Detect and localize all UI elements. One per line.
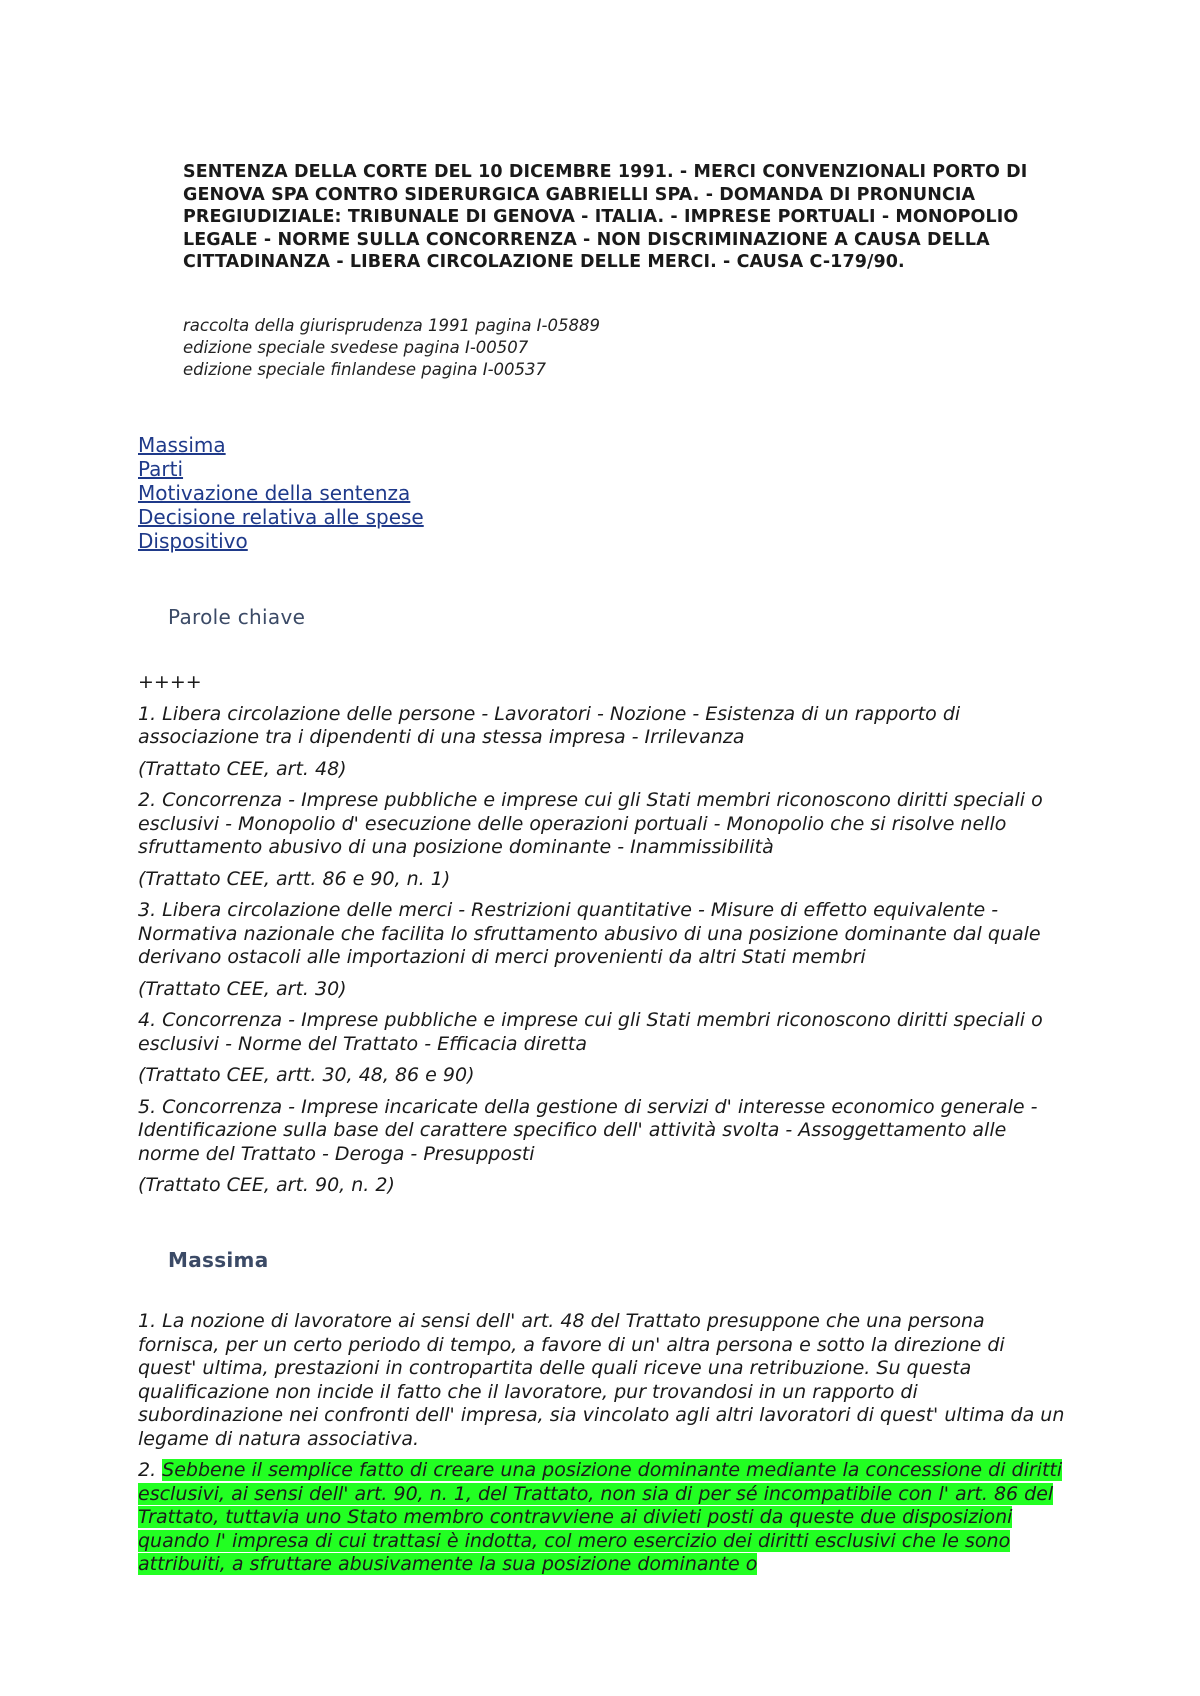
keyword-item: 1. Libera circolazione delle persone - Lavoratori - Nozione - Esistenza di un rapporto di associazione tra i dipendenti di una stessa impresa - Irrilevanza <box>138 702 961 748</box>
massima-body <box>138 1310 1068 1585</box>
keywords-list <box>138 671 1068 1206</box>
keyword-item: 4. Concorrenza - Imprese pubbliche e imprese cui gli Stati membri riconoscono diritti speciali o esclusivi - Norme del Trattato - Efficacia diretta <box>138 1009 1043 1055</box>
massima-paragraph-1: 1. La nozione di lavoratore ai sensi dell' art. 48 del Trattato presuppone che una persona fornisca, per un certo periodo di tempo, a favore di un' altra persona e sotto la direzione di quest' ultima, prestazioni in contropartita delle quali riceve una retribuzione. Su questa qualificazione non incide il fatto che il lavoratore, pur trovandosi in un rapporto di subordinazione nei confronti dell' impresa, sia vincolato agli altri lavoratori di quest' ultima da un legame di natura associativa. <box>138 1310 1065 1450</box>
massima-paragraph-2 <box>138 1459 1068 1577</box>
keywords-heading: Parole chiave <box>168 605 306 629</box>
toc-link-motivazione[interactable]: Motivazione della sentenza <box>138 481 411 505</box>
toc-link-decisione-spese[interactable]: Decisione relativa alle spese <box>138 505 424 529</box>
keyword-item: 5. Concorrenza - Imprese incaricate della gestione di servizi d' interesse economico generale - Identificazione sulla base del carattere specifico dell' attività svolta - Assoggettamento alle norme del Trattato - Deroga - Presupposti <box>138 1095 1038 1165</box>
toc-link-parti[interactable]: Parti <box>138 457 184 481</box>
reference-line: raccolta della giurisprudenza 1991 pagina I-05889 <box>183 316 600 335</box>
table-of-contents <box>138 433 424 553</box>
toc-link-massima[interactable]: Massima <box>138 433 226 457</box>
publication-references <box>183 315 983 381</box>
judgment-title: SENTENZA DELLA CORTE DEL 10 DICEMBRE 1991. - MERCI CONVENZIONALI PORTO DI GENOVA SPA CONTRO SIDERURGICA GABRIELLI SPA. - DOMANDA DI PRONUNCIA PREGIUDIZIALE: TRIBUNALE DI GENOVA - ITALIA. - IMPRESE PORTUALI - MONOPOLIO LEGALE - NORME SULLA CONCORRENZA - NON DISCRIMINAZIONE A CAUSA DELLA CITTADINANZA - LIBERA CIRCOLAZIONE DELLE MERCI. - CAUSA C-179/90. <box>183 162 1028 272</box>
highlighted-text: Sebbene il semplice fatto di creare una posizione dominante mediante la concessione di diritti esclusivi, ai sensi dell' art. 90, n. 1, del Trattato, non sia di per sé incompatibile con l' art. 86 del Trattato, tuttavia uno Stato membro contravviene ai divieti posti da queste due disposizioni quando l' impresa di cui trattasi è indotta, col mero esercizio dei diritti esclusivi che le sono attribuiti, a sfruttare abusivamente la sua posizione dominante o <box>138 1459 1063 1575</box>
keyword-reference: (Trattato CEE, art. 30) <box>138 977 347 1000</box>
keyword-item: 2. Concorrenza - Imprese pubbliche e imprese cui gli Stati membri riconoscono diritti speciali o esclusivi - Monopolio d' esecuzione delle operazioni portuali - Monopolio che si risolve nello sfruttamento abusivo di una posizione dominante - Inammissibilità <box>138 789 1043 858</box>
massima-heading: Massima <box>168 1248 269 1272</box>
keyword-reference: (Trattato CEE, art. 48) <box>138 757 347 780</box>
toc-link-dispositivo[interactable]: Dispositivo <box>138 529 248 553</box>
reference-line: edizione speciale svedese pagina I-00507 <box>183 338 529 357</box>
paragraph-number: 2. <box>138 1459 163 1481</box>
keyword-item: 3. Libera circolazione delle merci - Restrizioni quantitative - Misure di effetto equivalente - Normativa nazionale che facilita lo sfruttamento abusivo di una posizione dominante dal quale derivano ostacoli alle importazioni di merci provenienti da altri Stati membri <box>138 899 1041 968</box>
separator: ++++ <box>138 671 202 693</box>
keyword-reference: (Trattato CEE, artt. 30, 48, 86 e 90) <box>138 1064 475 1086</box>
keyword-reference: (Trattato CEE, artt. 86 e 90, n. 1) <box>138 867 451 890</box>
reference-line: edizione speciale finlandese pagina I-00537 <box>183 360 547 379</box>
keyword-reference: (Trattato CEE, art. 90, n. 2) <box>138 1174 395 1196</box>
